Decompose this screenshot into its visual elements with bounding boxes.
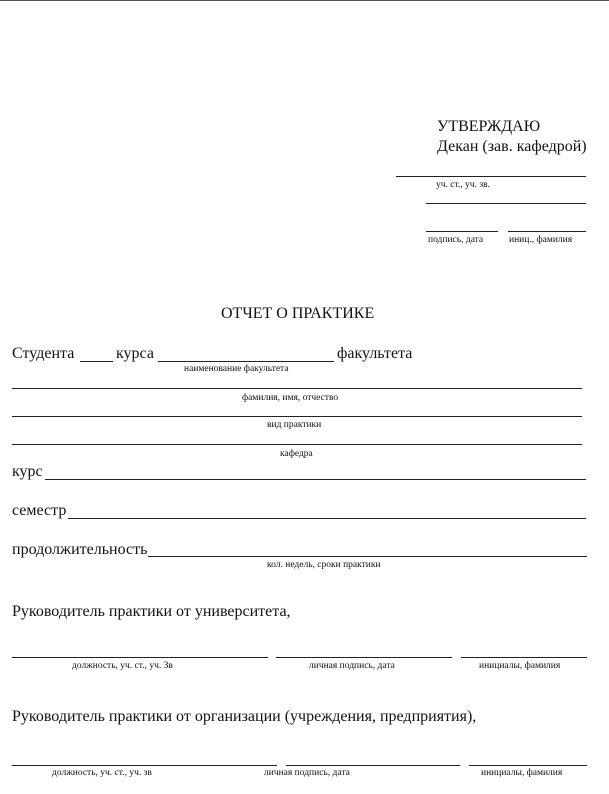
practice-type-field[interactable] — [12, 416, 582, 417]
approval-degree-line[interactable] — [426, 203, 586, 204]
department-caption: кафедра — [280, 449, 313, 459]
university-supervisor-label: Руководитель практики от университета, — [12, 603, 291, 620]
organization-supervisor-label: Руководитель практики от организации (учреждения, предприятия), — [12, 708, 477, 725]
organization-initials-field[interactable] — [469, 765, 587, 766]
semester-field[interactable] — [68, 518, 586, 519]
faculty-name-field[interactable] — [158, 361, 334, 362]
duration-label: продолжительность — [12, 541, 148, 558]
approval-initials-caption: иниц., фамилия — [509, 235, 573, 245]
organization-position-caption: должность, уч. ст., уч. зв — [52, 768, 152, 778]
university-initials-caption: инициалы, фамилия — [479, 661, 561, 671]
organization-position-field[interactable] — [12, 765, 277, 766]
faculty-label: факультета — [337, 345, 413, 362]
university-signature-field[interactable] — [276, 657, 452, 658]
university-position-field[interactable] — [12, 657, 268, 658]
student-course-number-field[interactable] — [80, 361, 113, 362]
course-label: курс — [12, 463, 43, 480]
approval-position: Декан (зав. кафедрой) — [437, 138, 587, 155]
faculty-caption: наименование факультета — [184, 364, 289, 374]
duration-field[interactable] — [148, 556, 587, 557]
report-title: ОТЧЕТ О ПРАКТИКЕ — [221, 305, 375, 322]
approval-degree-caption: уч. ст., уч. зв. — [436, 180, 490, 190]
approval-signature-caption: подпись, дата — [428, 235, 484, 245]
organization-initials-caption: инициалы, фамилия — [481, 768, 563, 778]
practice-type-caption: вид практики — [267, 420, 322, 430]
fio-field[interactable] — [12, 388, 582, 389]
approval-initials-line[interactable] — [508, 231, 586, 232]
university-initials-field[interactable] — [461, 657, 587, 658]
organization-signature-field[interactable] — [286, 765, 460, 766]
university-position-caption: должность, уч. ст., уч. Зв — [72, 661, 173, 671]
approval-signature-line[interactable] — [426, 231, 498, 232]
duration-caption: кол. недель, сроки практики — [267, 560, 381, 570]
fio-caption: фамилия, имя, отчество — [242, 393, 339, 403]
course-field[interactable] — [45, 479, 586, 480]
course-inline-label: курса — [116, 345, 154, 362]
student-label: Студента — [12, 345, 75, 362]
approval-position-line[interactable] — [396, 176, 586, 177]
organization-signature-caption: личная подпись, дата — [264, 768, 350, 778]
semester-label: семестр — [12, 502, 67, 519]
department-field[interactable] — [12, 444, 582, 445]
university-signature-caption: личная подпись, дата — [309, 661, 395, 671]
page-top-border — [0, 0, 609, 1]
approval-title: УТВЕРЖДАЮ — [437, 118, 541, 135]
